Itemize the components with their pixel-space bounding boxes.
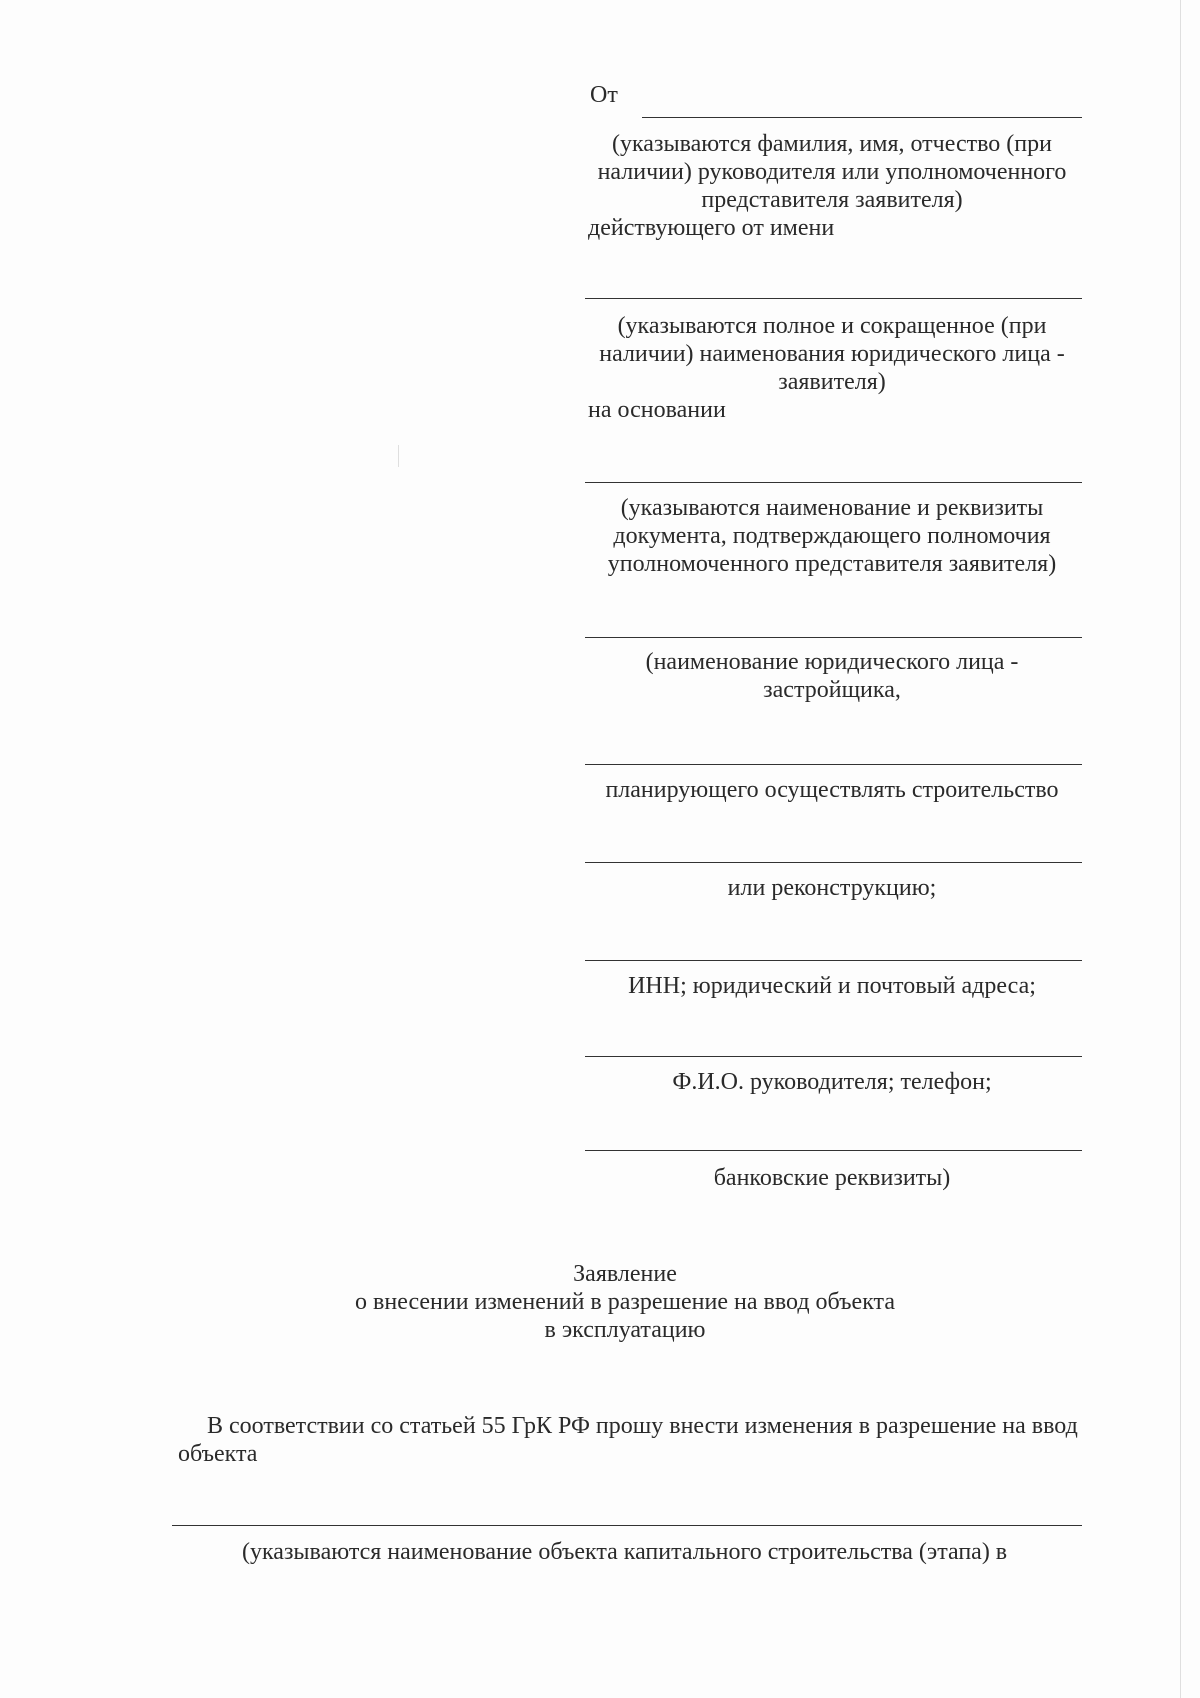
hint-document-line: (указываются наименование и реквизиты [620,495,1044,521]
developer-fill-line [585,1056,1082,1057]
request-text: В соответствии со статьей 55 ГрК РФ прошу внести изменения в разрешение на ввод [207,1413,1078,1439]
developer-hint-line: банковские реквизиты) [713,1165,951,1191]
hint-representative-line: наличии) руководителя или уполномоченного [597,159,1067,185]
acting-on-behalf-label: действующего от имени [588,215,835,241]
hint-document-line: документа, подтверждающего полномочия [613,523,1051,549]
legal-entity-fill-line [585,298,1082,299]
on-basis-label: на основании [588,397,726,423]
hint-object: (указываются наименование объекта капитального строительства (этапа) в [242,1539,1008,1565]
developer-fill-line [585,960,1082,961]
hint-legal-entity [582,312,1082,396]
developer-hint-line: Ф.И.О. руководителя; телефон; [672,1069,992,1095]
hint-legal-entity-line: (указываются полное и сокращенное (при [617,313,1047,339]
from-label: От [590,82,618,108]
title-line: в эксплуатацию [544,1317,706,1343]
hint-legal-entity-line: наличии) наименования юридического лица - [599,341,1065,367]
developer-hint-line: застройщика, [763,677,901,703]
document-title [250,1260,1000,1344]
developer-hint-line: или реконструкцию; [727,875,937,901]
developer-hint-line: ИНН; юридический и почтовый адреса; [628,973,1036,999]
object-fill-line [172,1525,1082,1526]
developer-fill-line [585,637,1082,638]
scan-speck [398,445,399,467]
title-line: о внесении изменений в разрешение на ввод объекта [355,1289,895,1315]
developer-hint-line: (наименование юридического лица - [645,649,1019,675]
request-text: объекта [178,1441,258,1467]
document-fill-line [585,482,1082,483]
hint-representative-line: представителя заявителя) [701,187,963,213]
hint-document [582,494,1082,578]
hint-document-line: уполномоченного представителя заявителя) [607,551,1057,577]
title-line: Заявление [573,1261,677,1287]
developer-hint-line: планирующего осуществлять строительство [605,777,1059,803]
hint-legal-entity-line: заявителя) [778,369,886,395]
developer-hint [582,648,1082,704]
hint-representative [582,130,1082,214]
from-fill-line [642,117,1082,118]
developer-fill-line [585,1150,1082,1151]
scan-edge [1180,0,1181,1698]
developer-fill-line [585,764,1082,765]
hint-representative-line: (указываются фамилия, имя, отчество (при [612,131,1052,157]
developer-fill-line [585,862,1082,863]
